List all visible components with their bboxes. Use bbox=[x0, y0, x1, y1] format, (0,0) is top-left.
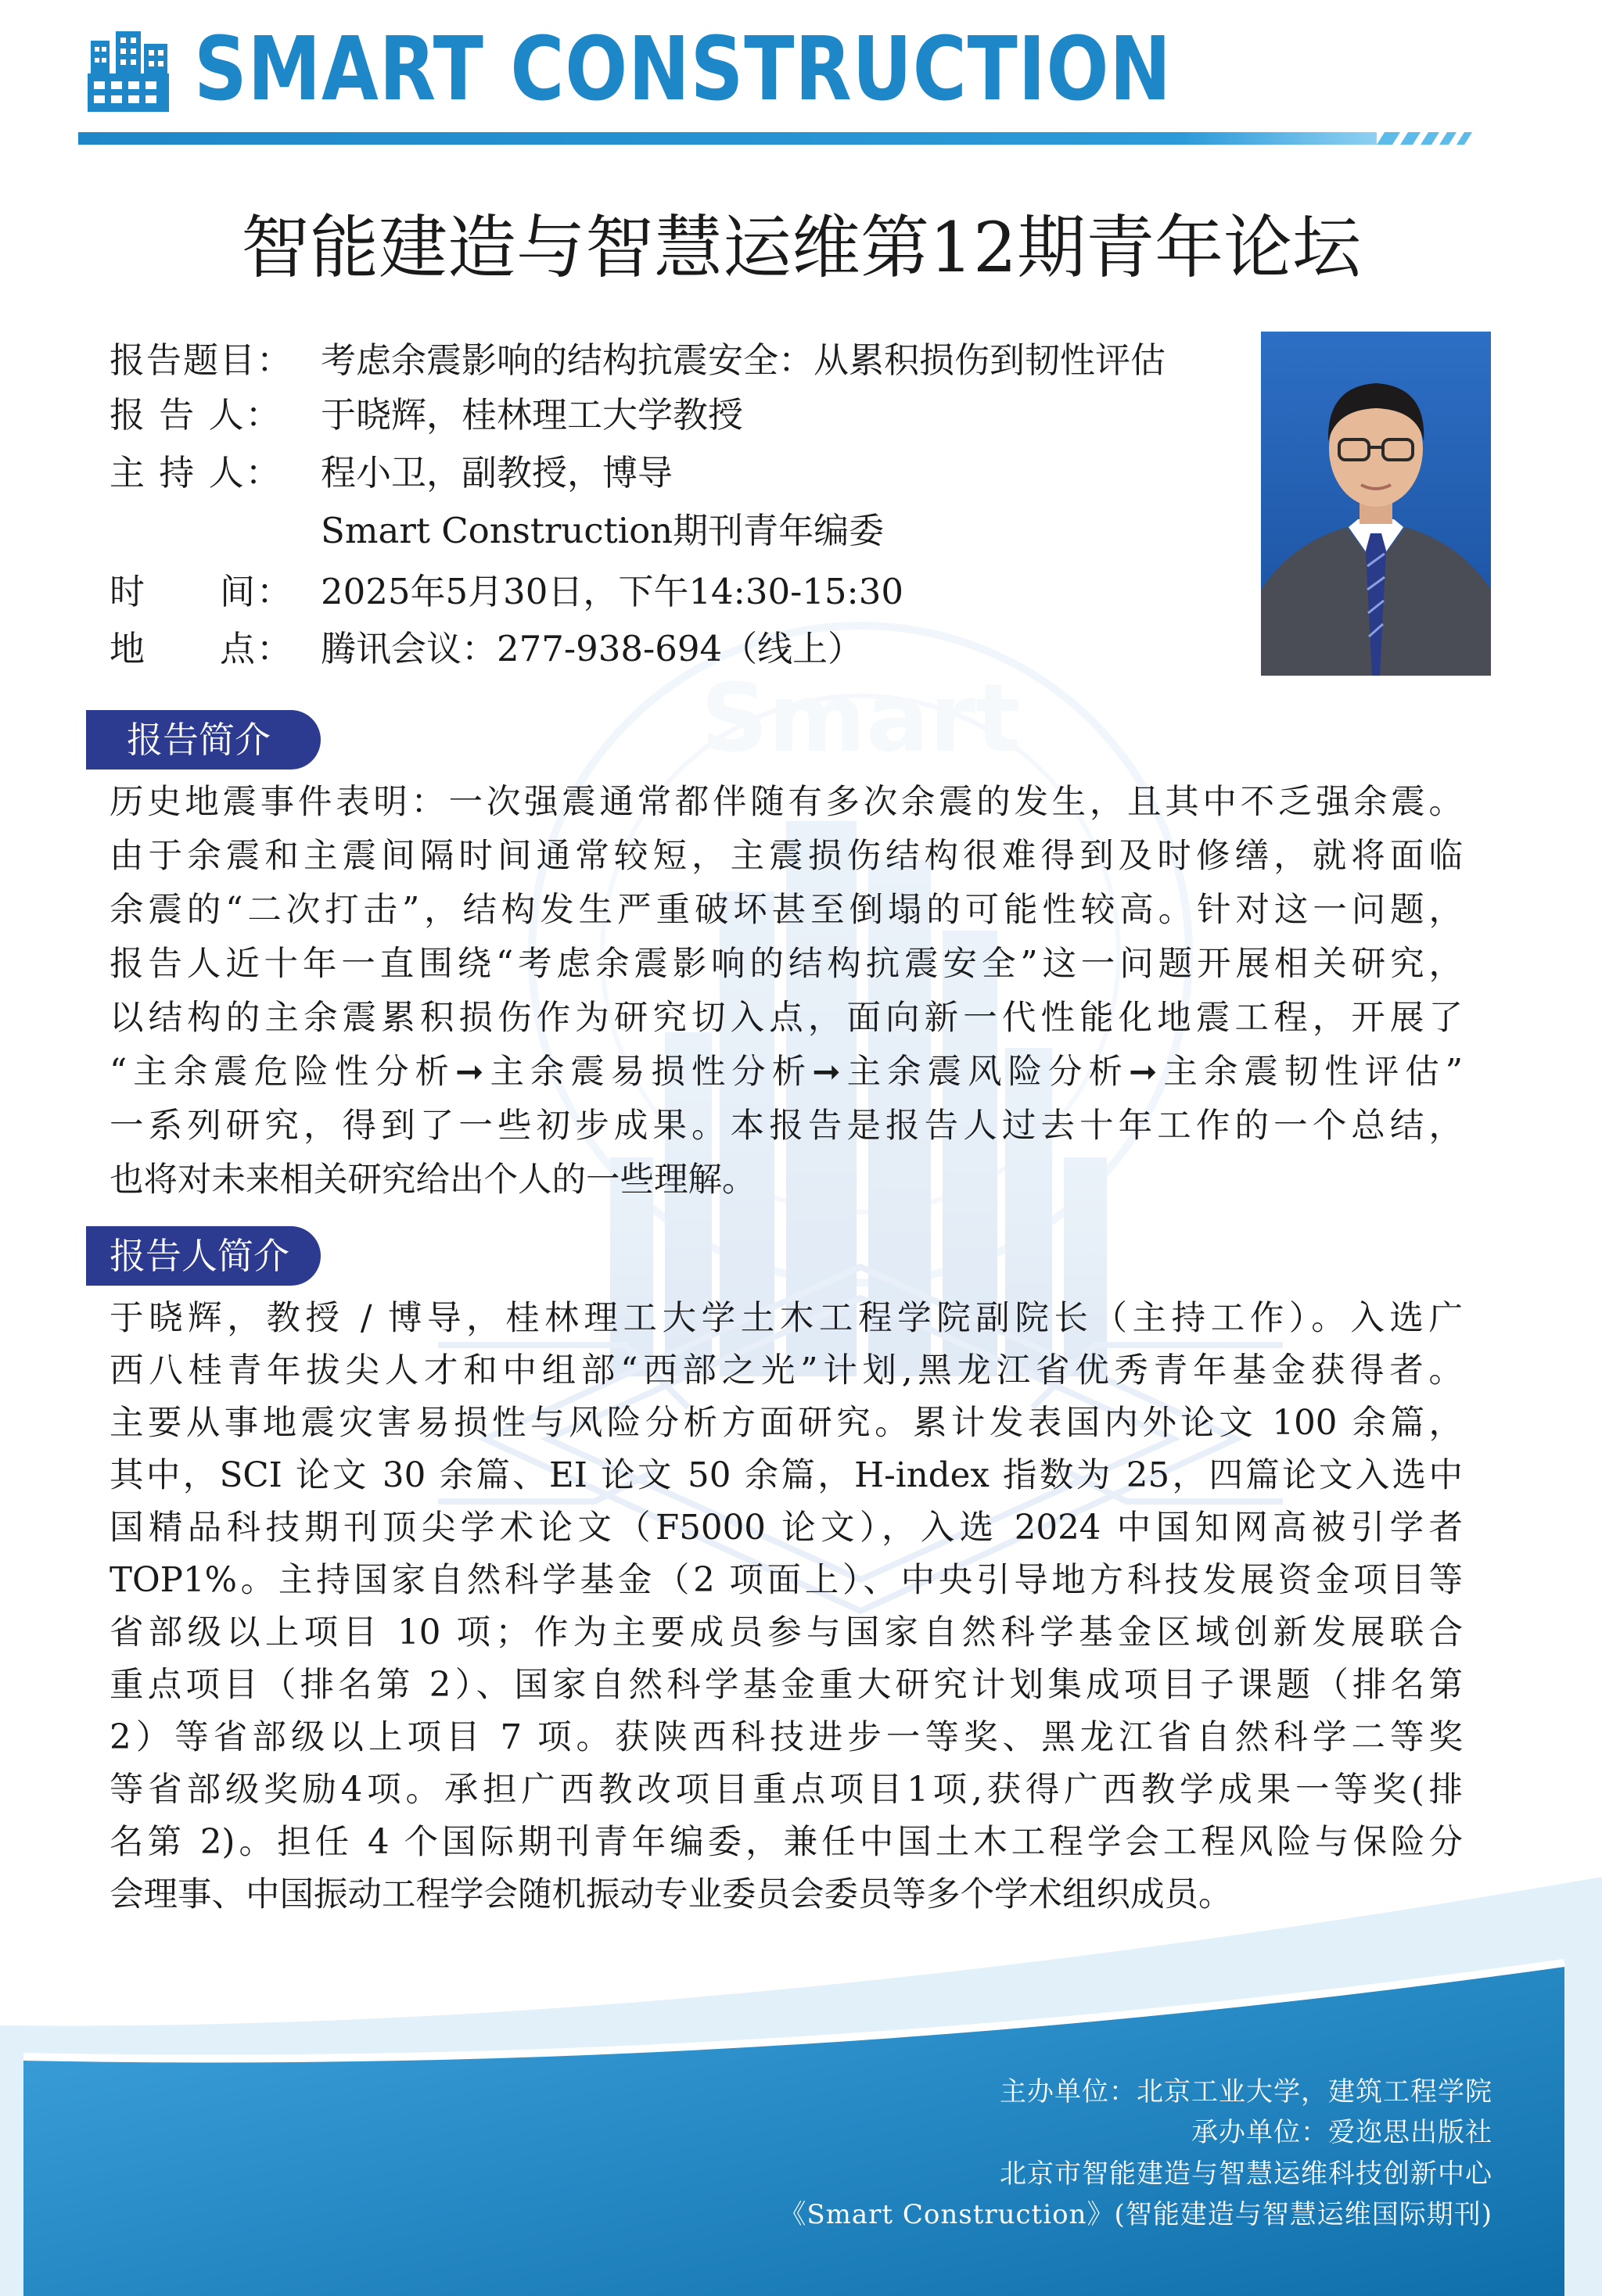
bio-line: 重点项目（排名第 2）、国家自然科学基金重大研究计划集成项目子课题（排名第 bbox=[110, 1666, 1463, 1705]
bio-heading: 报告人简介 bbox=[86, 1226, 321, 1286]
report-title-value: 考虑余震影响的结构抗震安全：从累积损伤到韧性评估 bbox=[321, 339, 1166, 381]
bio-line: 于晓辉，教授 / 博导，桂林理工大学土木工程学院副院长（主持工作）。入选广 bbox=[110, 1299, 1463, 1338]
host-label: 主 持 人： bbox=[110, 452, 282, 493]
abstract-heading: 报告简介 bbox=[86, 710, 321, 770]
abstract-line: 以结构的主余震累积损伤作为研究切入点，面向新一代性能化地震工程，开展了 bbox=[110, 999, 1463, 1038]
speaker-label: 报 告 人： bbox=[110, 394, 282, 436]
building-icon bbox=[86, 23, 172, 113]
host-role-value: Smart Construction期刊青年编委 bbox=[321, 510, 885, 551]
journal-line: 《Smart Construction》(智能建造与智慧运维国际期刊) bbox=[779, 2199, 1492, 2230]
co-organizer-line: 承办单位：爱迩思出版社 bbox=[1191, 2117, 1492, 2148]
speaker-value: 于晓辉，桂林理工大学教授 bbox=[321, 394, 744, 436]
organizer-line: 主办单位：北京工业大学，建筑工程学院 bbox=[1000, 2076, 1492, 2108]
report-title-label: 报告题目： bbox=[110, 339, 294, 381]
abstract-line: 余震的“二次打击”，结构发生严重破坏甚至倒塌的可能性较高。针对这一问题， bbox=[110, 891, 1463, 930]
abstract-line: 由于余震和主震间隔时间通常较短，主震损伤结构很难得到及时修缮，就将面临 bbox=[110, 837, 1463, 876]
abstract-line: 报告人近十年一直围绕“考虑余震影响的结构抗震安全”这一问题开展相关研究， bbox=[110, 945, 1463, 984]
bio-line: 其中，SCI 论文 30 余篇、EI 论文 50 余篇，H-index 指数为 25，四篇论文入选中 bbox=[110, 1456, 1463, 1495]
bio-line: 名第 2)。担任 4 个国际期刊青年编委，兼任中国土木工程学会工程风险与保险分 bbox=[110, 1823, 1463, 1862]
host-value: 程小卫，副教授，博导 bbox=[321, 452, 673, 493]
bio-line: 等省部级奖励4项。承担广西教改项目重点项目1项,获得广西教学成果一等奖(排 bbox=[110, 1770, 1463, 1810]
speaker-photo bbox=[1261, 332, 1491, 676]
time-label: 时 间： bbox=[110, 571, 294, 612]
forum-title: 智能建造与智慧运维第12期青年论坛 bbox=[241, 207, 1361, 288]
place-label: 地 点： bbox=[110, 628, 294, 669]
bio-line: 2）等省部级以上项目 7 项。获陕西科技进步一等奖、黑龙江省自然科学二等奖 bbox=[110, 1718, 1463, 1757]
abstract-line: 一系列研究，得到了一些初步成果。本报告是报告人过去十年工作的一个总结， bbox=[110, 1107, 1463, 1146]
place-value: 腾讯会议：277-938-694（线上） bbox=[321, 628, 864, 669]
bio-line: 会理事、中国振动工程学会随机振动专业委员会委员等多个学术组织成员。 bbox=[110, 1875, 1233, 1914]
bio-line: 西八桂青年拔尖人才和中组部“西部之光”计划,黑龙江省优秀青年基金获得者。 bbox=[110, 1351, 1463, 1390]
time-value: 2025年5月30日，下午14:30-15:30 bbox=[321, 571, 903, 612]
bio-line: 国精品科技期刊顶尖学术论文（F5000 论文），入选 2024 中国知网高被引学者 bbox=[110, 1509, 1463, 1548]
abstract-line: “主余震危险性分析➞主余震易损性分析➞主余震风险分析➞主余震韧性评估” bbox=[110, 1053, 1463, 1092]
bio-line: 主要从事地震灾害易损性与风险分析方面研究。累计发表国内外论文 100 余篇， bbox=[110, 1404, 1463, 1443]
svg-text:Smart: Smart bbox=[700, 665, 1021, 773]
header-stripe bbox=[78, 129, 1486, 148]
brand-title: SMART CONSTRUCTION bbox=[194, 19, 1172, 120]
bio-line: 省部级以上项目 10 项；作为主要成员参与国家自然科学基金区域创新发展联合 bbox=[110, 1613, 1463, 1652]
abstract-line: 历史地震事件表明：一次强震通常都伴随有多次余震的发生，且其中不乏强余震。 bbox=[110, 783, 1463, 822]
center-line: 北京市智能建造与智慧运维科技创新中心 bbox=[1000, 2158, 1492, 2190]
abstract-line: 也将对未来相关研究给出个人的一些理解。 bbox=[110, 1161, 756, 1200]
bio-line: TOP1%。主持国家自然科学基金（2 项面上）、中央引导地方科技发展资金项目等 bbox=[110, 1561, 1463, 1600]
